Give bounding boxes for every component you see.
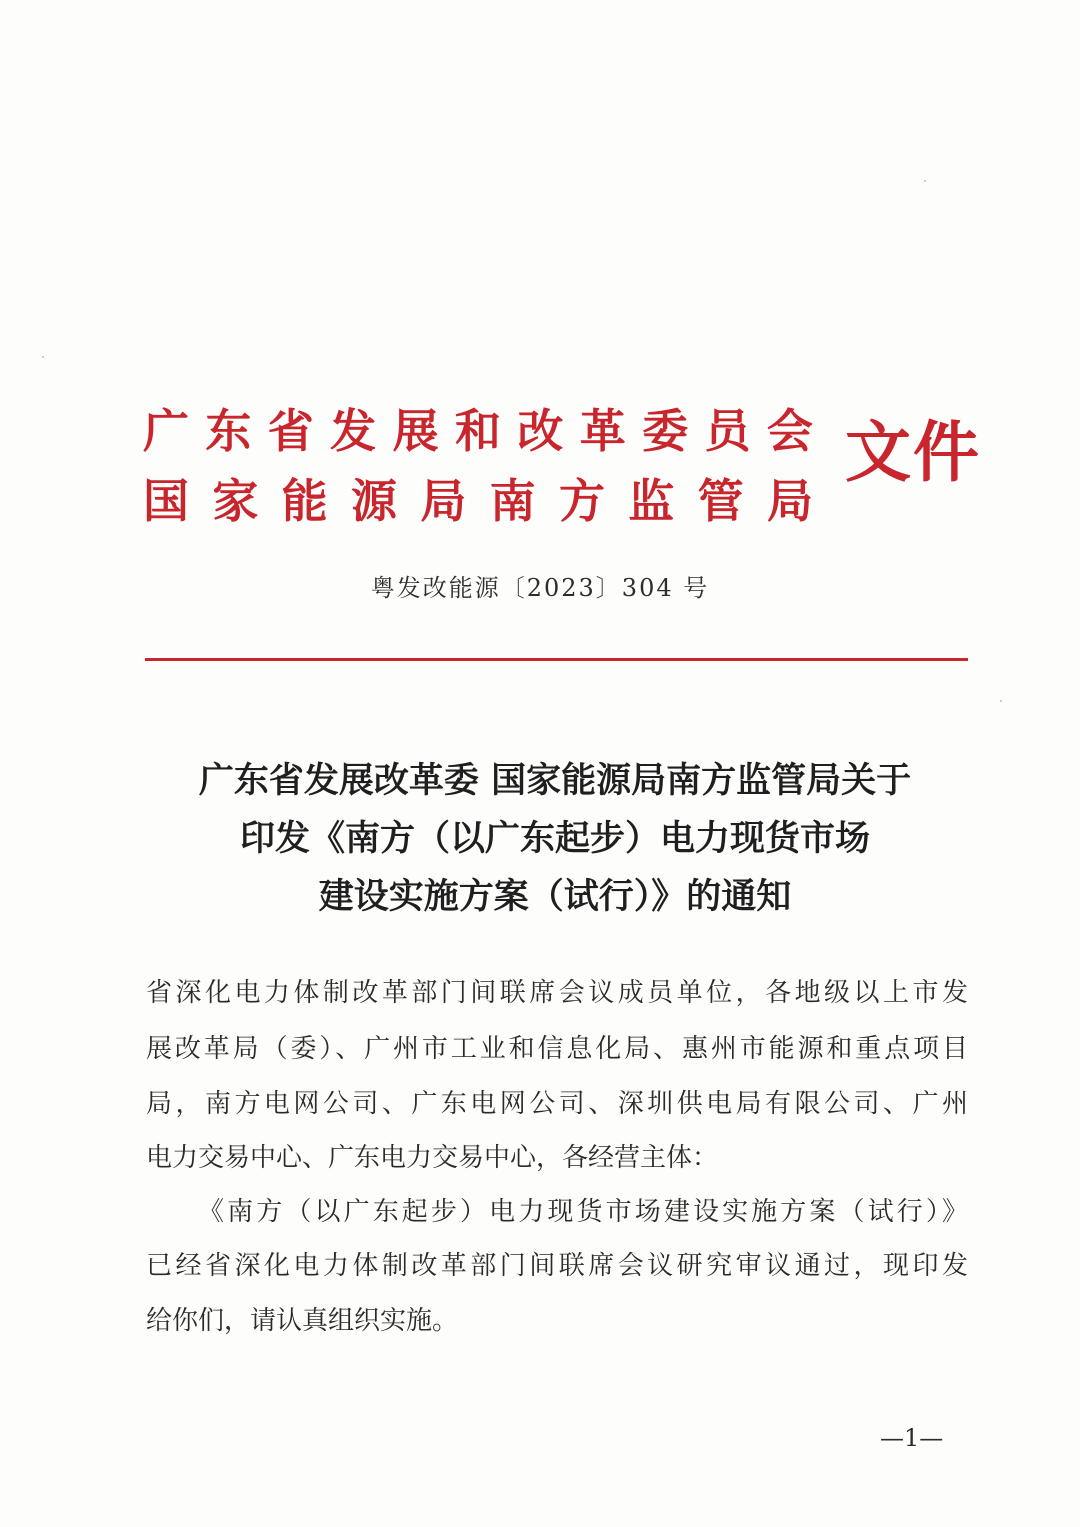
issuer-character: 国 — [143, 474, 189, 528]
issuer-character: 和 — [454, 404, 501, 458]
document-number: 粤发改能源〔2023〕304 号 — [370, 574, 710, 602]
page-number: —1— — [880, 1424, 944, 1452]
issuer-name-2 — [143, 468, 813, 534]
red-header — [143, 398, 983, 538]
title-line-2: 印发《南方（以广东起步）电力现货市场 — [239, 819, 870, 859]
scan-speck — [42, 356, 44, 358]
issuer-character: 会 — [766, 404, 813, 458]
issuer-character: 革 — [579, 404, 626, 458]
issuer-character: 员 — [704, 404, 751, 458]
issuer-character: 监 — [628, 474, 675, 528]
paragraph-line-1: 《南方（以广东起步）电力现货市场建设实施方案（试行）》 — [198, 1197, 968, 1227]
issuer-character: 南 — [489, 474, 536, 528]
issuer-character: 发 — [330, 404, 377, 458]
issuer-character: 广 — [143, 404, 189, 458]
issuer-character: 管 — [697, 474, 744, 528]
recipients-line-1: 省深化电力体制改革部门间联席会议成员单位，各地级以上市发 — [146, 978, 968, 1008]
issuer-character: 能 — [281, 474, 328, 528]
issuer-name-1 — [143, 398, 813, 464]
paragraph-line-2: 已经省深化电力体制改革部门间联席会议研究审议通过，现印发 — [146, 1251, 968, 1281]
issuer-character: 改 — [517, 404, 564, 458]
issuer-character: 委 — [642, 404, 689, 458]
issuer-character: 东 — [205, 404, 252, 458]
issuer-character: 局 — [766, 474, 813, 528]
issuer-character: 局 — [420, 474, 467, 528]
recipients-line-3: 局，南方电网公司、广东电网公司、深圳供电局有限公司、广州 — [146, 1089, 968, 1119]
issuer-character: 省 — [267, 404, 314, 458]
issuer-character: 方 — [558, 474, 605, 528]
document-word: 文件 — [845, 413, 981, 491]
issuer-character: 展 — [392, 404, 439, 458]
issuer-character: 源 — [350, 474, 397, 528]
paragraph-line-3: 给你们，请认真组织实施。 — [146, 1306, 459, 1336]
title-line-1: 广东省发展改革委 国家能源局南方监管局关于 — [198, 761, 912, 801]
recipients-line-2: 展改革局（委）、广州市工业和信息化局、惠州市能源和重点项目 — [146, 1034, 968, 1064]
scan-speck — [924, 180, 926, 182]
scan-speck — [1000, 700, 1002, 702]
recipients-line-4: 电力交易中心、广东电力交易中心，各经营主体： — [146, 1143, 719, 1173]
title-line-3: 建设实施方案（试行）》的通知 — [318, 877, 792, 917]
red-separator-line — [145, 658, 968, 661]
issuer-character: 家 — [212, 474, 259, 528]
